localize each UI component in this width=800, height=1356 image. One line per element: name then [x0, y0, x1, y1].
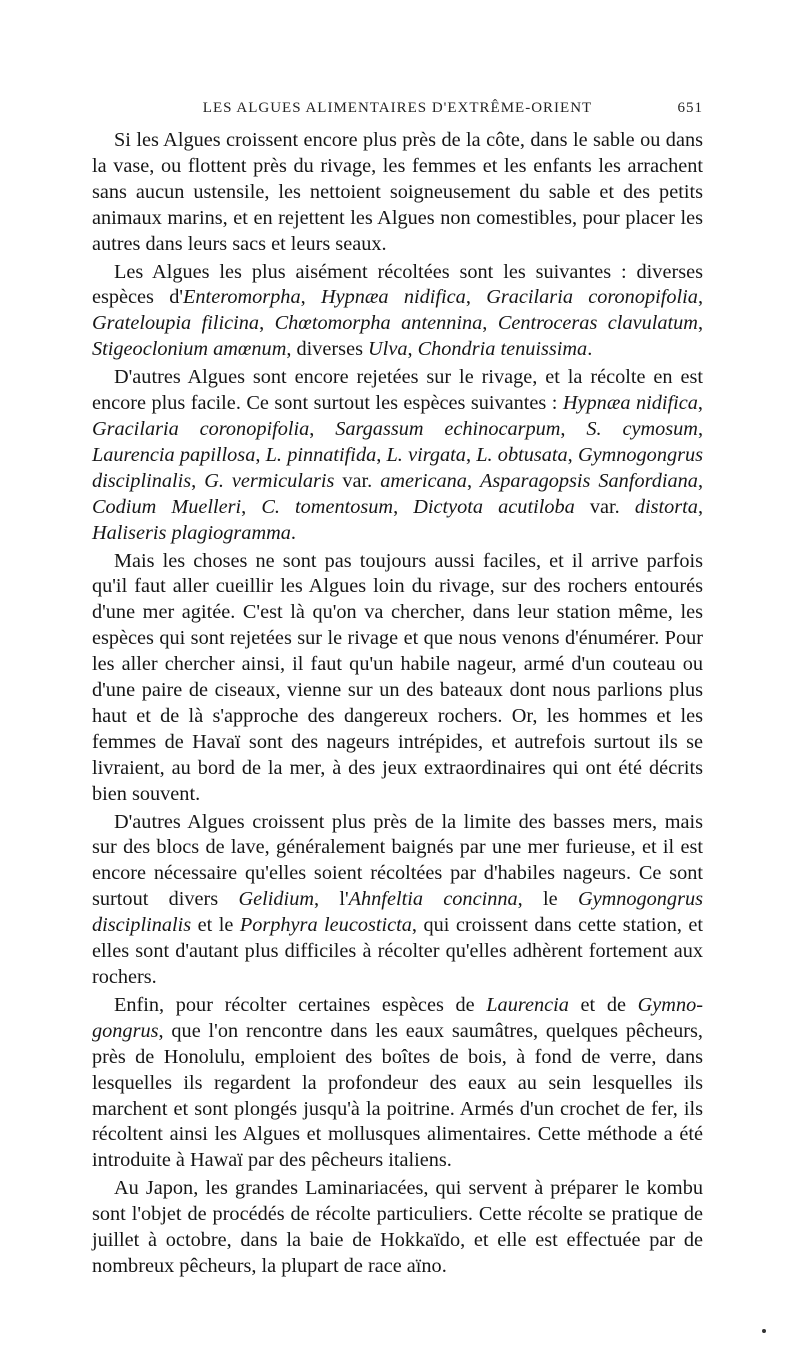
species-name: Stigeoclonium amœnum	[92, 338, 287, 361]
species-name: Chœtomorpha antennina	[274, 312, 483, 335]
text-run: Les Algues les plus aisément récoltées sont les suivantes : diverses espèces d'	[92, 260, 703, 309]
species-name: G. vermicularis	[204, 469, 335, 492]
species-name: Laurencia	[486, 993, 569, 1016]
text-run: var.	[334, 469, 381, 492]
species-name: C. tomentosum	[261, 495, 394, 518]
species-name: Gymnogongrus disciplinalis	[92, 888, 704, 937]
text-run: ,	[407, 338, 418, 361]
text-run: .	[290, 521, 296, 544]
text-run: ,	[241, 495, 262, 518]
text-run: ,	[309, 417, 336, 440]
species-name: Gracilaria coronopifolia	[486, 286, 698, 309]
text-run: ,	[259, 312, 275, 335]
species-name: Porphyra leucosticta	[239, 914, 412, 937]
text-run: ,	[697, 312, 704, 335]
species-name: S. cymosum	[586, 417, 698, 440]
species-name: Gracilaria coronopifolia	[92, 417, 310, 440]
text-run: ,	[466, 469, 480, 492]
ink-speck	[762, 1329, 766, 1333]
species-name: L. virgata	[386, 443, 466, 466]
species-name: distorta	[634, 495, 698, 518]
text-run: ,	[300, 286, 321, 309]
book-page	[92, 100, 703, 1280]
text-run: , diverses	[286, 338, 369, 361]
text-run: ,	[697, 495, 704, 518]
text-run: D'autres Algues sont encore rejetées sur le rivage, et la récolte en est encore plus facile. Ce sont surtout les espèces suivantes :	[92, 366, 703, 415]
species-name: Codium Muelleri	[92, 495, 242, 518]
text-run: ,	[560, 417, 587, 440]
text-run: , que l'on rencontre dans les eaux saumâtres, quelques pêcheurs, près de Honolulu, emploient des boîtes de bois, à fond de verre, dans lesquelles ils regardent la profondeur des eaux au sein lesquelles ils marchent et sont plongés jusqu'à la poitrine. Armés d'un crochet de fer, ils récoltent ainsi les Algues et mollusques alimentaires. Cette méthode a été introduite à Hawaï par des pêcheurs italiens.	[92, 1019, 703, 1172]
text-run: var.	[574, 495, 635, 518]
text-run: Mais les choses ne sont pas toujours aussi faciles, et il arrive parfois qu'il faut aller cueillir les Algues loin du rivage, sur des rochers entourés d'une mer agitée. C'est là qu'on va chercher, dans leur station même, les espèces qui sont rejetées sur le rivage et que nous venons d'énumérer. Pour les aller chercher ainsi, il faut qu'un habile nageur, armé d'un couteau ou d'une paire de ciseaux, vienne sur un des bateaux dont nous parlions plus haut et de là s'approche des dangereux rochers. Or, les hommes et les femmes de Havaï sont des nageurs intrépides, et autrefois surtout ils se livraient, au bord de la mer, à des jeux extraordinaires qui ont été décrits bien souvent.	[92, 549, 703, 805]
text-run: et le	[191, 914, 240, 937]
species-name: Sargassum echinocarpum	[335, 417, 561, 440]
species-name: L. obtusata	[476, 443, 568, 466]
running-head	[92, 100, 703, 126]
text-run: .	[587, 338, 593, 361]
text-run: , qui croissent dans cette station, et elles sont d'autant plus difficiles à récolter qu'elles adhèrent fortement aux rochers.	[92, 914, 703, 988]
text-run: ,	[376, 443, 387, 466]
paragraph	[92, 1176, 703, 1280]
paragraph	[92, 549, 703, 808]
text-run: ,	[697, 469, 704, 492]
text-run: Si les Algues croissent encore plus près de la côte, dans le sable ou dans la vase, ou flottent près du rivage, les femmes et les enfants les arrachent sans aucun ustensile, les nettoient soigneusement du sable et des petits animaux marins, et en rejettent les Algues non comestibles, pour placer les autres dans leurs sacs et leurs seaux.	[92, 129, 703, 255]
text-run: ,	[697, 392, 703, 415]
text-run: Enfin, pour récolter certaines espèces de	[114, 993, 487, 1016]
species-name: Asparagopsis Sanfordiana	[480, 469, 698, 492]
species-name: Dictyota acutiloba	[413, 495, 575, 518]
species-name: americana	[380, 469, 467, 492]
species-name: Gymnogongrus disciplinalis	[92, 443, 704, 492]
paragraph	[92, 128, 703, 258]
text-run: ,	[191, 469, 205, 492]
text-run: D'autres Algues croissent plus près de la limite des basses mers, mais sur des blocs de lave, généralement baignés par une mer furieuse, et il est encore nécessaire qu'elles soient récoltées par d'habiles nageurs. Ce sont surtout divers	[92, 810, 703, 911]
species-name: Gymnogongrus	[92, 993, 703, 1042]
text-run: ,	[465, 443, 477, 466]
species-name: Grateloupia filicina	[92, 312, 260, 335]
paragraph	[92, 365, 703, 546]
species-name: L. pinnatifida	[265, 443, 377, 466]
species-name: Ulva	[368, 338, 408, 361]
species-name: Hypnæa nidifica	[320, 286, 466, 309]
paragraph	[92, 993, 703, 1174]
text-run: ,	[393, 495, 414, 518]
species-name: Centroceras clavulatum	[497, 312, 698, 335]
text-run: et de	[568, 993, 638, 1016]
text-run: ,	[255, 443, 266, 466]
text-run: ,	[697, 417, 704, 440]
text-run: , le	[517, 888, 578, 911]
species-name: Haliseris plagiogramma	[92, 521, 291, 544]
text-run: ,	[465, 286, 487, 309]
text-run: ,	[567, 443, 578, 466]
page-number: 651	[677, 100, 703, 116]
text-run: ,	[482, 312, 498, 335]
paragraph	[92, 260, 703, 364]
species-name: Hypnæa nidifica	[562, 392, 698, 415]
species-name: Gelidium	[238, 888, 314, 911]
text-run: , l'	[313, 888, 349, 911]
species-name: Laurencia papillosa	[92, 443, 256, 466]
species-name: Ahnfeltia concinna	[348, 888, 518, 911]
running-title: LES ALGUES ALIMENTAIRES D'EXTRÊME-ORIENT	[202, 100, 593, 116]
species-name: Enteromorpha	[183, 286, 301, 309]
species-name: Chondria tenuissima	[417, 338, 588, 361]
body-text	[92, 128, 703, 1280]
text-run: ,	[697, 286, 704, 309]
text-run: Au Japon, les grandes Laminariacées, qui servent à préparer le kombu sont l'objet de procédés de récolte particuliers. Cette récolte se pratique de juillet à octobre, dans la baie de Hokkaïdo, et elle est effectuée par de nombreux pêcheurs, la plupart de race aïno.	[92, 1177, 703, 1277]
paragraph	[92, 810, 703, 991]
